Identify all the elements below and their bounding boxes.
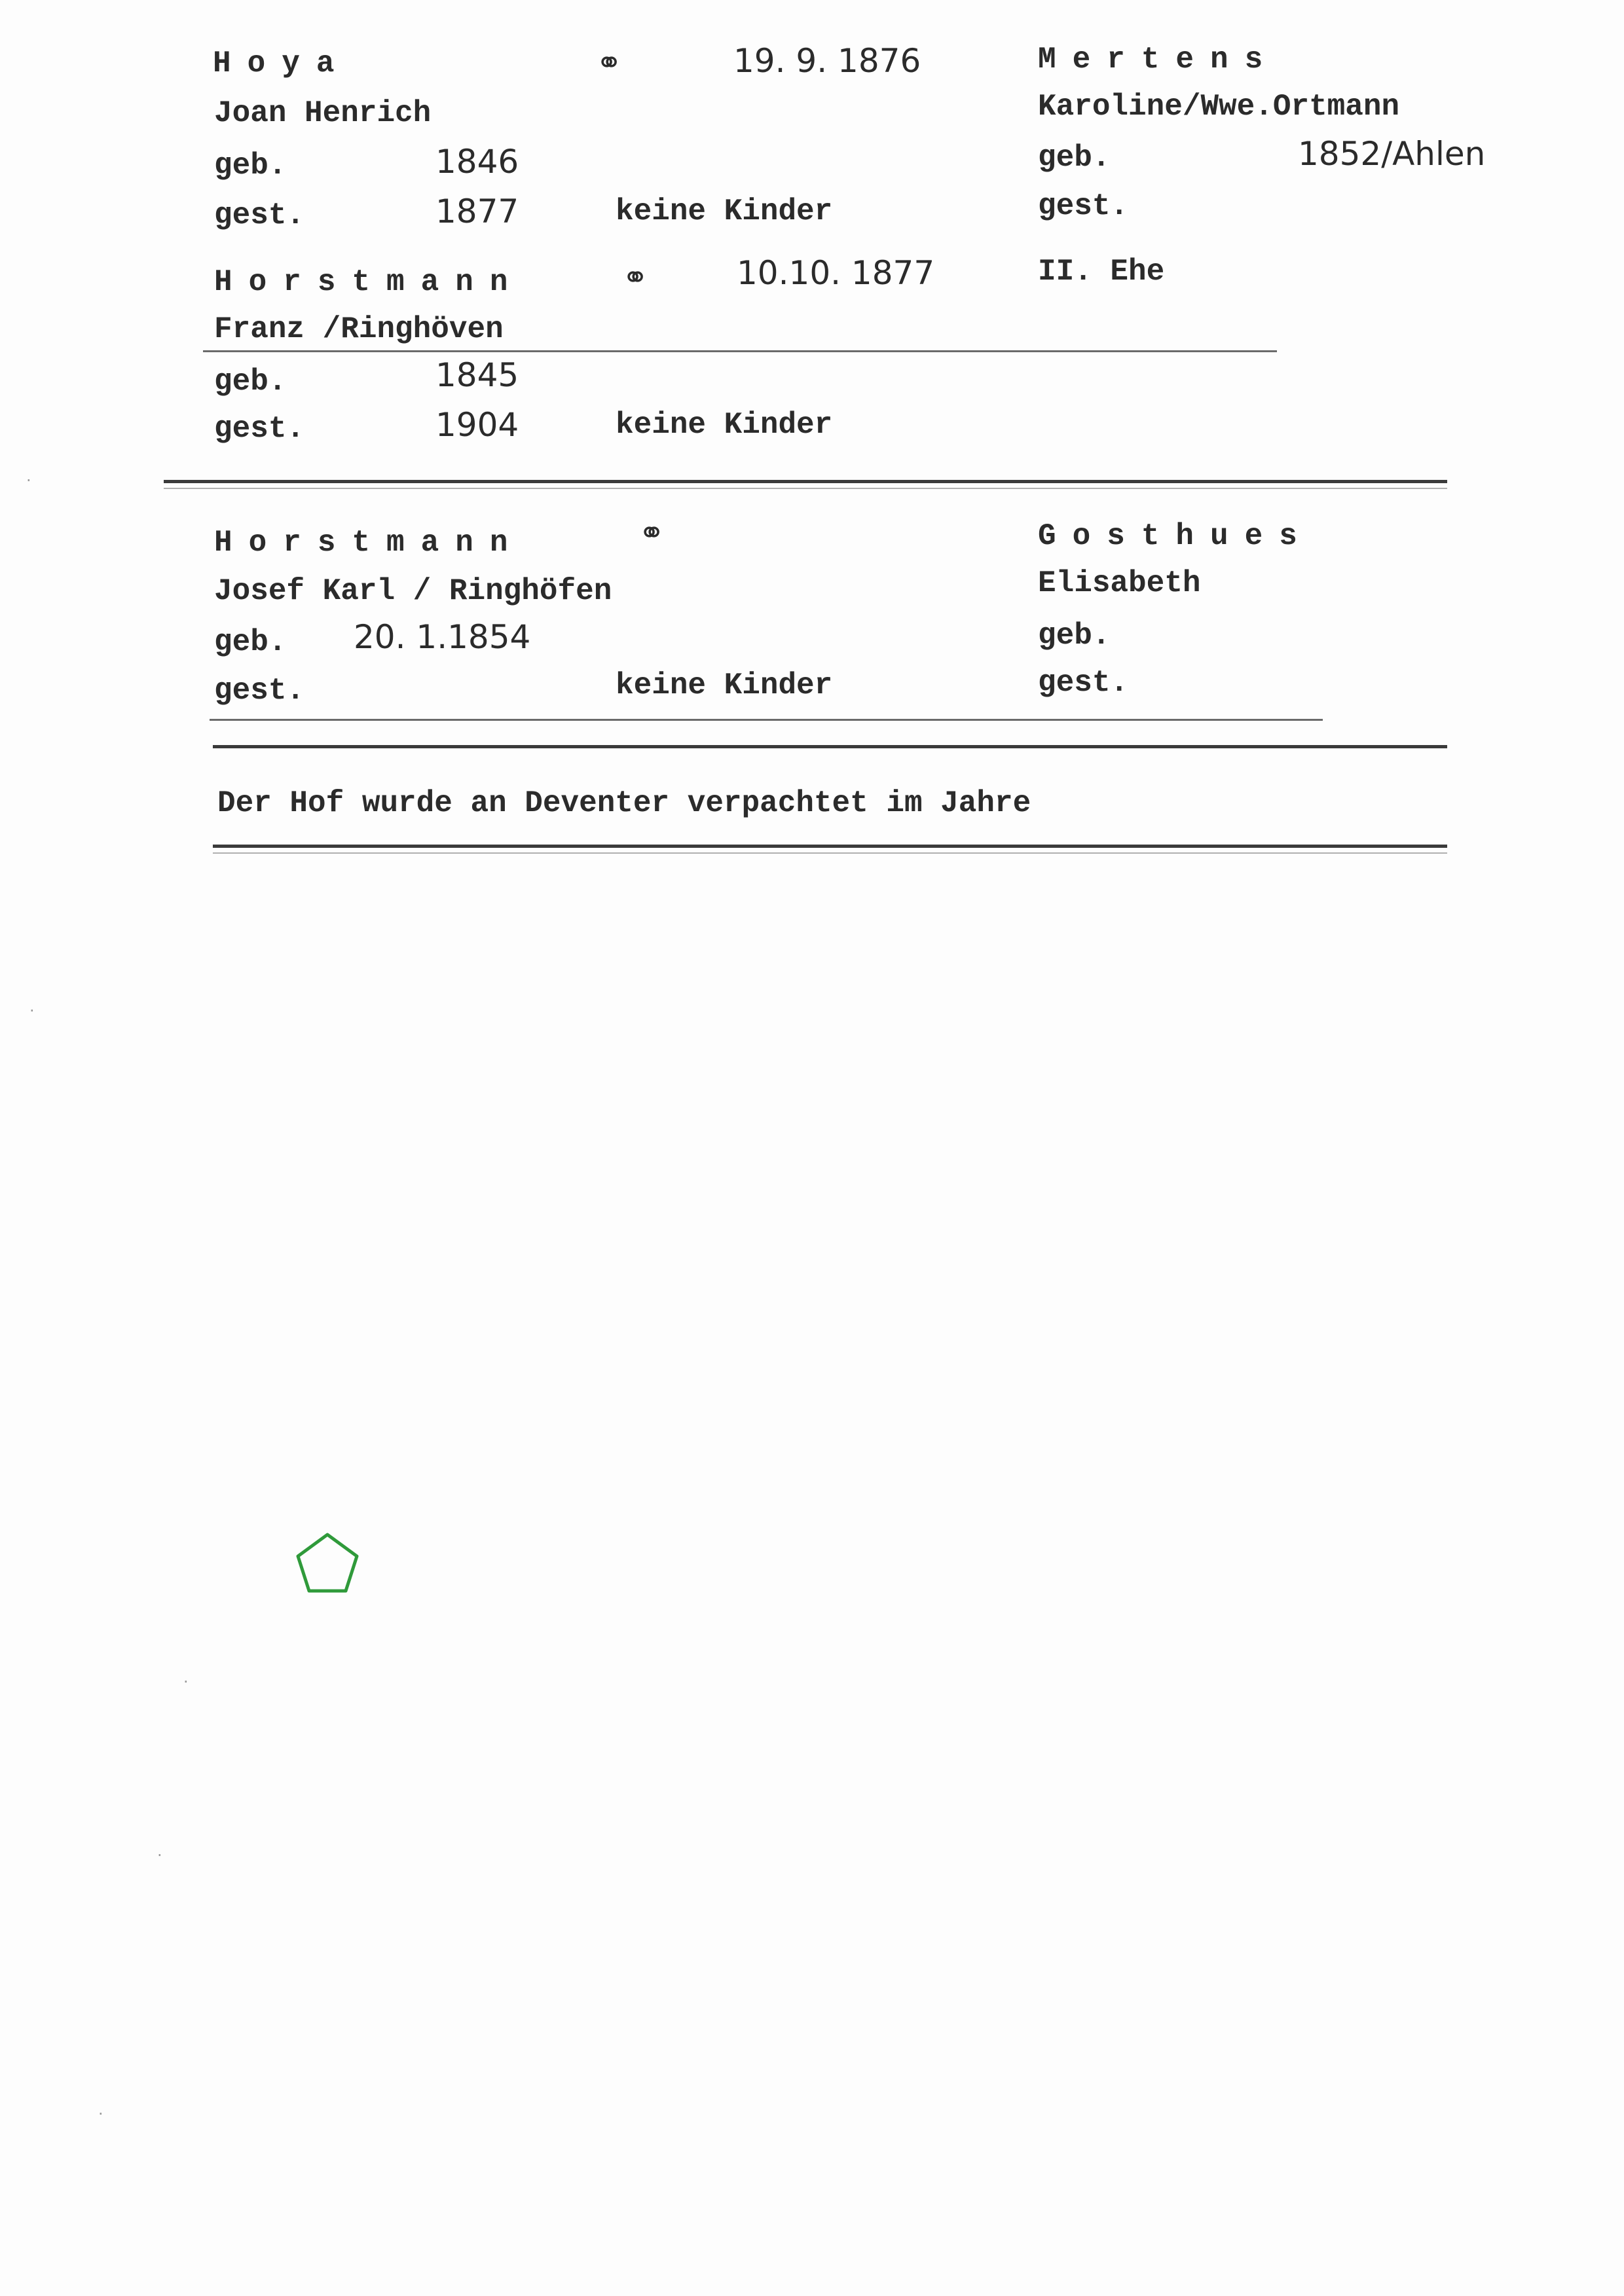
record-1-died-label: gest. [214, 198, 305, 232]
pentagon-icon [295, 1532, 360, 1595]
scan-speck: · [98, 2105, 103, 2123]
record-separator-3 [213, 845, 1447, 848]
record-1-surname: Hoya [213, 46, 351, 81]
record-1-born: 1846 [435, 143, 519, 181]
record-2-children: keine Kinder [616, 408, 833, 442]
scan-speck: · [157, 1846, 162, 1865]
record-1-spouse-died-label: gest. [1038, 189, 1129, 223]
scan-speck: · [29, 1002, 35, 1020]
record-3-given-name: Josef Karl / Ringhöfen [214, 574, 612, 608]
record-3-marriage-icon: ⚭ [638, 515, 665, 551]
record-1-died: 1877 [435, 192, 519, 230]
record-3-spouse-surname: Gosthues [1038, 519, 1314, 553]
record-2-died-label: gest. [214, 412, 305, 446]
record-2-marriage-note: II. Ehe [1038, 255, 1165, 289]
record-2-died: 1904 [435, 406, 519, 444]
footer-note: Der Hof wurde an Deventer verpachtet im Jahre [217, 786, 1031, 820]
record-1-children: keine Kinder [616, 194, 833, 228]
record-3-spouse-given: Elisabeth [1038, 566, 1201, 600]
record-2-born: 1845 [435, 356, 519, 394]
record-3-born: 20. 1.1854 [354, 618, 531, 656]
record-separator-1 [164, 480, 1447, 483]
record-separator-2 [213, 745, 1447, 748]
record-1-born-label: geb. [214, 149, 287, 183]
record-2-born-label: geb. [214, 365, 287, 399]
record-1-given-name: Joan Henrich [214, 96, 432, 130]
record-2-marriage-date: 10.10. 1877 [737, 254, 935, 292]
record-separator-3-shadow [213, 852, 1447, 854]
record-3-surname: Horstmann [214, 526, 525, 560]
record-3-divider [210, 719, 1323, 721]
record-2-given-name: Franz /Ringhöven [214, 312, 504, 346]
record-separator-1-shadow [164, 488, 1447, 489]
record-3-born-label: geb. [214, 625, 287, 659]
record-1-marriage-icon: ⚭ [596, 45, 623, 81]
record-1-spouse-given: Karoline/Wwe.Ortmann [1038, 90, 1400, 124]
record-1-spouse-born: 1852/Ahlen [1298, 135, 1486, 173]
record-3-spouse-born-label: geb. [1038, 619, 1111, 653]
scan-speck: · [26, 471, 31, 490]
record-1-marriage-date: 19. 9. 1876 [733, 42, 921, 80]
record-3-spouse-died-label: gest. [1038, 666, 1129, 700]
record-3-died-label: gest. [214, 674, 305, 708]
record-1-spouse-born-label: geb. [1038, 141, 1111, 175]
record-1-spouse-surname: Mertens [1038, 43, 1280, 77]
record-2-surname: Horstmann [214, 265, 525, 299]
record-2-marriage-icon: ⚭ [622, 259, 649, 296]
record-2-divider [203, 350, 1277, 352]
scan-speck: · [183, 1673, 189, 1691]
record-3-children: keine Kinder [616, 668, 833, 702]
